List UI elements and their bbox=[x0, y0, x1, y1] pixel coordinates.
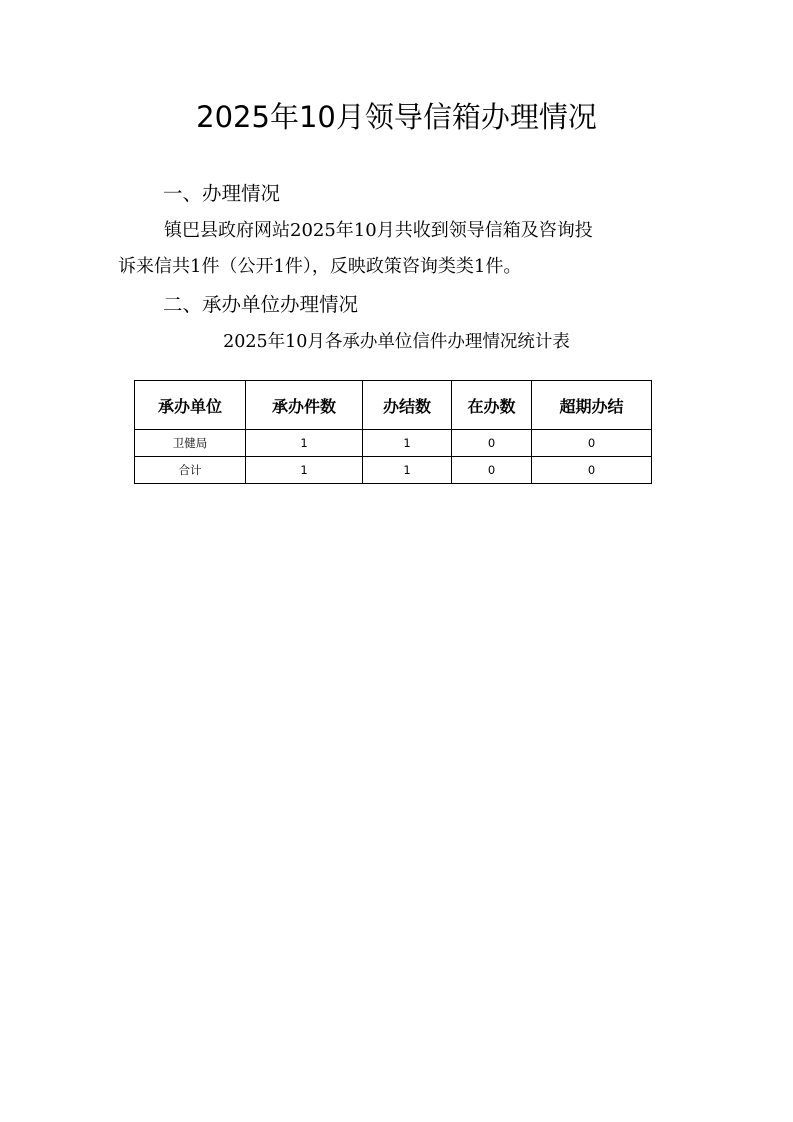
section-heading-handling: 一、办理情况 bbox=[163, 182, 281, 205]
table-caption: 2025年10月各承办单位信件办理情况统计表 bbox=[223, 332, 570, 352]
column-header-unit: 承办单位 bbox=[135, 381, 246, 430]
table-cell-in-progress: 0 bbox=[452, 457, 532, 484]
summary-paragraph-line: 镇巴县政府网站2025年10月共收到领导信箱及咨询投 bbox=[164, 220, 593, 241]
table-cell-completed: 1 bbox=[363, 430, 452, 457]
statistics-table bbox=[134, 380, 652, 484]
section-heading-units: 二、承办单位办理情况 bbox=[163, 293, 359, 316]
table-cell-in-progress: 0 bbox=[452, 430, 532, 457]
table-cell-overdue: 0 bbox=[532, 457, 652, 484]
summary-paragraph bbox=[118, 213, 678, 285]
table-cell-unit: 卫健局 bbox=[135, 430, 246, 457]
table-cell-unit: 合计 bbox=[135, 457, 246, 484]
column-header-received: 承办件数 bbox=[246, 381, 363, 430]
column-header-overdue: 超期办结 bbox=[532, 381, 652, 430]
column-header-completed: 办结数 bbox=[363, 381, 452, 430]
column-header-in-progress: 在办数 bbox=[452, 381, 532, 430]
table-row bbox=[135, 430, 652, 457]
table-cell-overdue: 0 bbox=[532, 430, 652, 457]
table-row-total bbox=[135, 457, 652, 484]
table-cell-received: 1 bbox=[246, 430, 363, 457]
table-header-row bbox=[135, 381, 652, 430]
table-cell-received: 1 bbox=[246, 457, 363, 484]
page-title: 2025年10月领导信箱办理情况 bbox=[196, 100, 597, 134]
table-cell-completed: 1 bbox=[363, 457, 452, 484]
summary-paragraph-line: 诉来信共1件（公开1件），反映政策咨询类类1件。 bbox=[118, 256, 522, 277]
